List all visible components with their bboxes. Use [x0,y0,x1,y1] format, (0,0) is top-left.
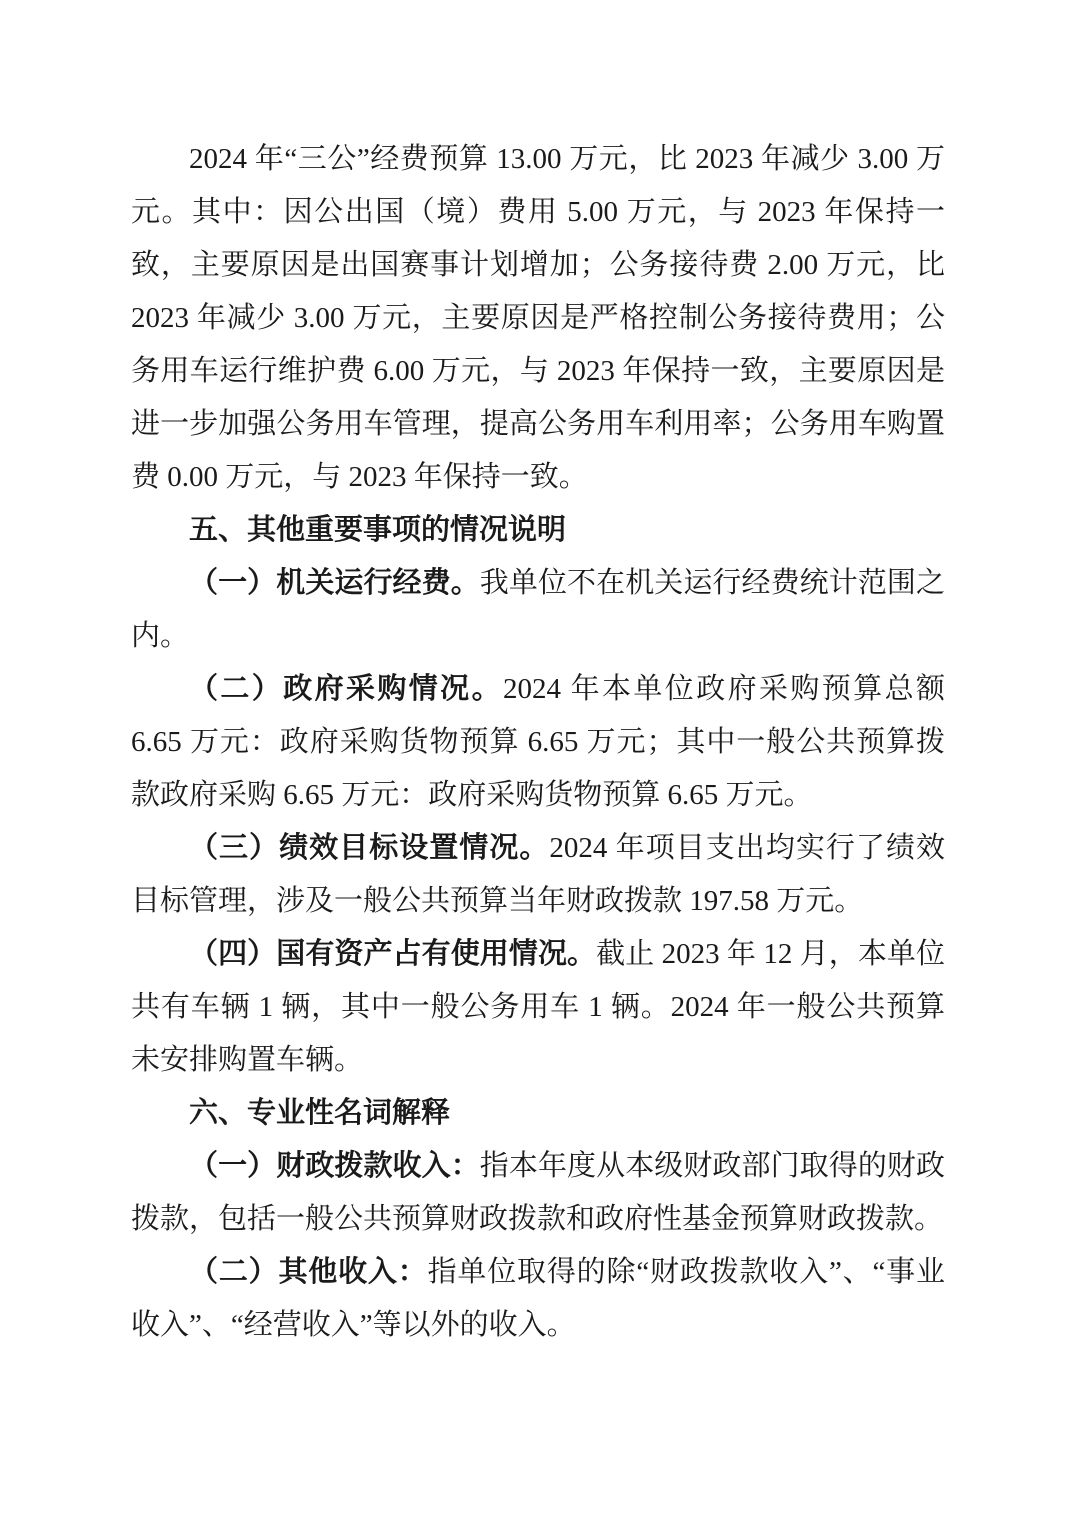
paragraph-other-income [131,1246,945,1352]
section-heading-other-important-matters: 五、其他重要事项的情况说明 [189,514,567,546]
paragraph-text: 2024 年“三公”经费预算 13.00 万元，比 2023 年减少 3.00 万元。其中：因公出国（境）费用 5.00 万元，与 2023 年保持一致，主要原因是出国赛事计划增加；公务接待费 2.00 万元，比 2023 年减少 3.00 万元，主要原因是严格控制公务接待费用；公务用车运行维护费 6.00 万元，与 2023 年保持一致，主要原因是进一步加强公务用车管理，提高公务用车利用率；公务用车购置费 0.00 万元，与 2023 年保持一致。 [131,143,945,493]
paragraph-fiscal-appropriation-income [131,1140,945,1246]
paragraph-text: 2024 年项目支出均实行了绩效目标管理，涉及一般公共预算当年财政拨款 197.58 万元。 [131,832,945,917]
paragraph-state-owned-assets [131,928,945,1087]
paragraph-text: 我单位不在机关运行经费统计范围之内。 [131,567,945,652]
paragraph-text: 截止 2023 年 12 月，本单位共有车辆 1 辆，其中一般公务用车 1 辆。2024 年一般公共预算未安排购置车辆。 [131,938,945,1076]
section-heading-terminology: 六、专业性名词解释 [189,1097,451,1129]
paragraph-lead: （一）机关运行经费。 [189,567,480,599]
paragraph-performance-targets [131,822,945,928]
paragraph-lead: （四）国有资产占有使用情况。 [189,938,597,970]
paragraph-text: 2024 年本单位政府采购预算总额 6.65 万元：政府采购货物预算 6.65 万元；其中一般公共预算拨款政府采购 6.65 万元：政府采购货物预算 6.65 万元。 [131,673,945,811]
paragraph-government-procurement [131,663,945,822]
paragraph-lead: （一）财政拨款收入： [189,1150,480,1182]
paragraph-lead: （三）绩效目标设置情况。 [189,832,550,864]
paragraph-text: 指单位取得的除“财政拨款收入”、“事业收入”、“经营收入”等以外的收入。 [131,1256,945,1341]
paragraph-agency-operating-expenses [131,557,945,663]
paragraph-lead: （二）其他收入： [189,1256,428,1288]
paragraph-three-public-expenses [131,133,945,504]
paragraph-text: 指本年度从本级财政部门取得的财政拨款，包括一般公共预算财政拨款和政府性基金预算财政拨款。 [131,1150,945,1235]
paragraph-lead: （二）政府采购情况。 [189,673,503,705]
